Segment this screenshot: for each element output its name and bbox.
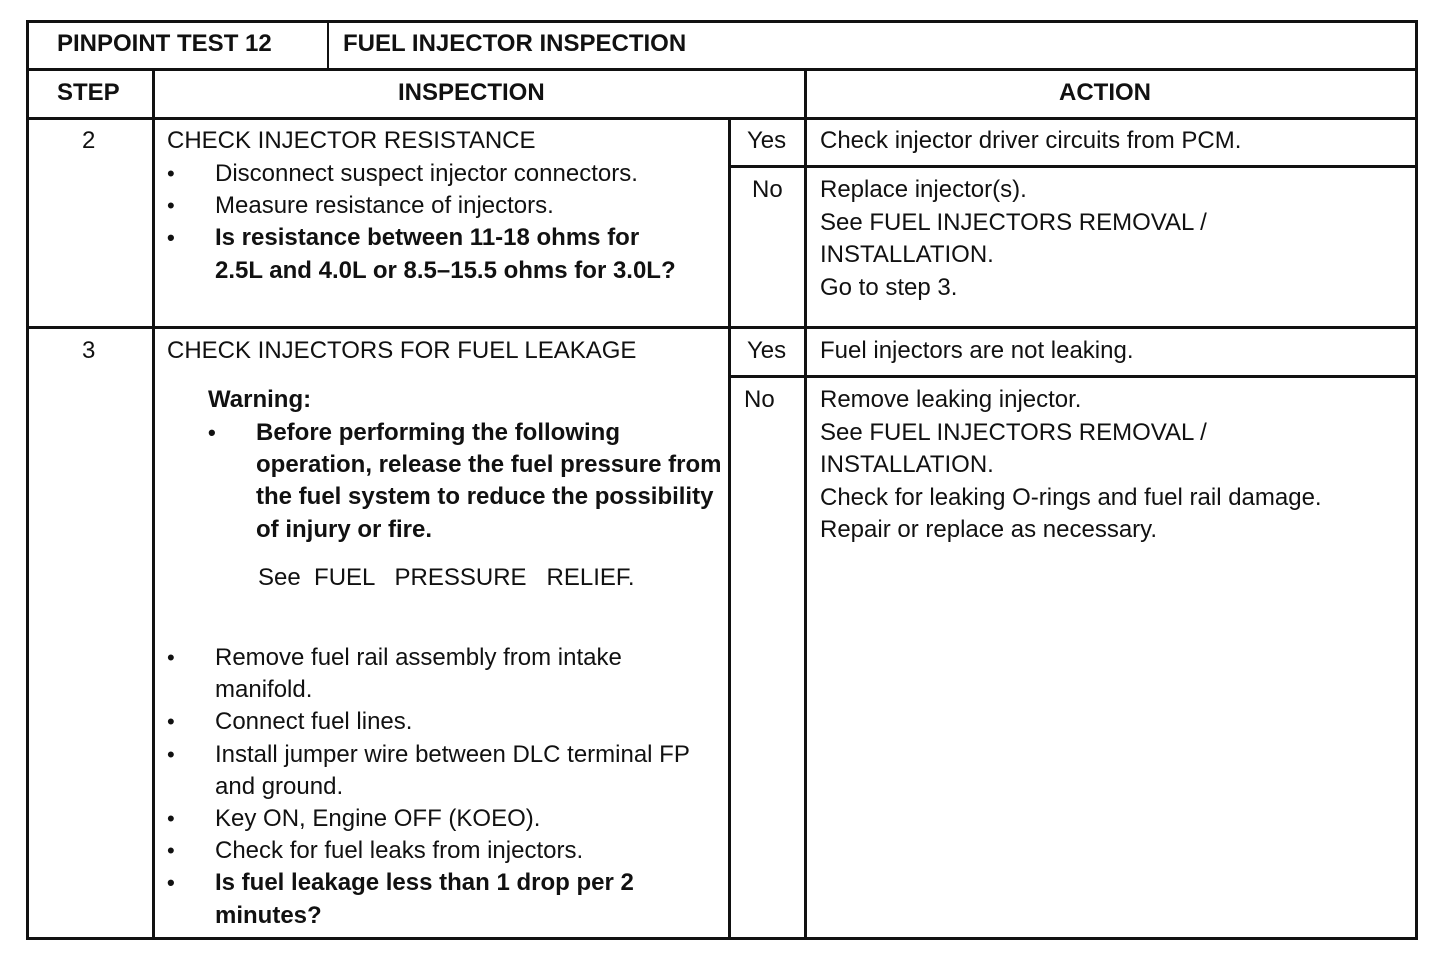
yes-action: Check injector driver circuits from PCM. <box>820 127 1242 154</box>
action-line: INSTALLATION. <box>820 241 994 268</box>
step-question: • Is fuel leakage less than 1 drop per 2 minutes? <box>167 867 705 931</box>
see-reference: See FUEL PRESSURE RELIEF. <box>258 564 635 591</box>
action-line: See FUEL INJECTORS REMOVAL / <box>820 208 1207 236</box>
test-label: PINPOINT TEST 12 <box>57 30 272 57</box>
header-action: ACTION <box>1059 79 1151 106</box>
list-item: • Disconnect suspect injector connectors. <box>167 158 722 190</box>
warning-list <box>208 417 723 546</box>
yes-label: Yes <box>747 127 787 154</box>
list-item: • Check for fuel leaks from injectors. <box>167 835 722 867</box>
step-number: 2 <box>82 127 96 154</box>
list-item: • Connect fuel lines. <box>167 706 722 738</box>
test-name: FUEL INJECTOR INSPECTION <box>343 30 687 57</box>
action-line: Check for leaking O-rings and fuel rail damage. <box>820 483 1322 511</box>
step-heading: CHECK INJECTOR RESISTANCE <box>167 127 536 154</box>
no-action <box>820 384 1322 547</box>
no-label: No <box>752 176 783 203</box>
action-line: Replace injector(s). <box>820 176 1027 203</box>
list-item: • Remove fuel rail assembly from intake manifold. <box>167 642 685 706</box>
list-item: • Key ON, Engine OFF (KOEO). <box>167 803 722 835</box>
step-question: • Is resistance between 11-18 ohms for 2.5L and 4.0L or 8.5–15.5 ohms for 3.0L? <box>167 222 685 286</box>
warning-text: • Before performing the following operation, release the fuel pressure from the fuel system to reduce the possibility of injury or fire. <box>208 417 723 546</box>
yes-action: Fuel injectors are not leaking. <box>820 337 1134 364</box>
step-heading: CHECK INJECTORS FOR FUEL LEAKAGE <box>167 337 637 364</box>
step-2-bullets <box>167 158 722 287</box>
header-step: STEP <box>57 79 120 106</box>
step-number: 3 <box>82 337 96 364</box>
action-line: Remove leaking injector. <box>820 386 1082 413</box>
action-line: See FUEL INJECTORS REMOVAL / <box>820 418 1207 446</box>
no-label: No <box>744 386 775 413</box>
action-line: INSTALLATION. <box>820 451 994 478</box>
header-inspection: INSPECTION <box>398 79 545 106</box>
no-action <box>820 174 1207 304</box>
yes-label: Yes <box>747 337 787 364</box>
action-line: Go to step 3. <box>820 273 958 301</box>
warning-label: Warning: <box>208 386 312 413</box>
list-item: • Measure resistance of injectors. <box>167 190 722 222</box>
step-3-bullets <box>167 642 722 932</box>
action-line: Repair or replace as necessary. <box>820 516 1158 543</box>
list-item: • Install jumper wire between DLC terminal FP and ground. <box>167 739 715 803</box>
